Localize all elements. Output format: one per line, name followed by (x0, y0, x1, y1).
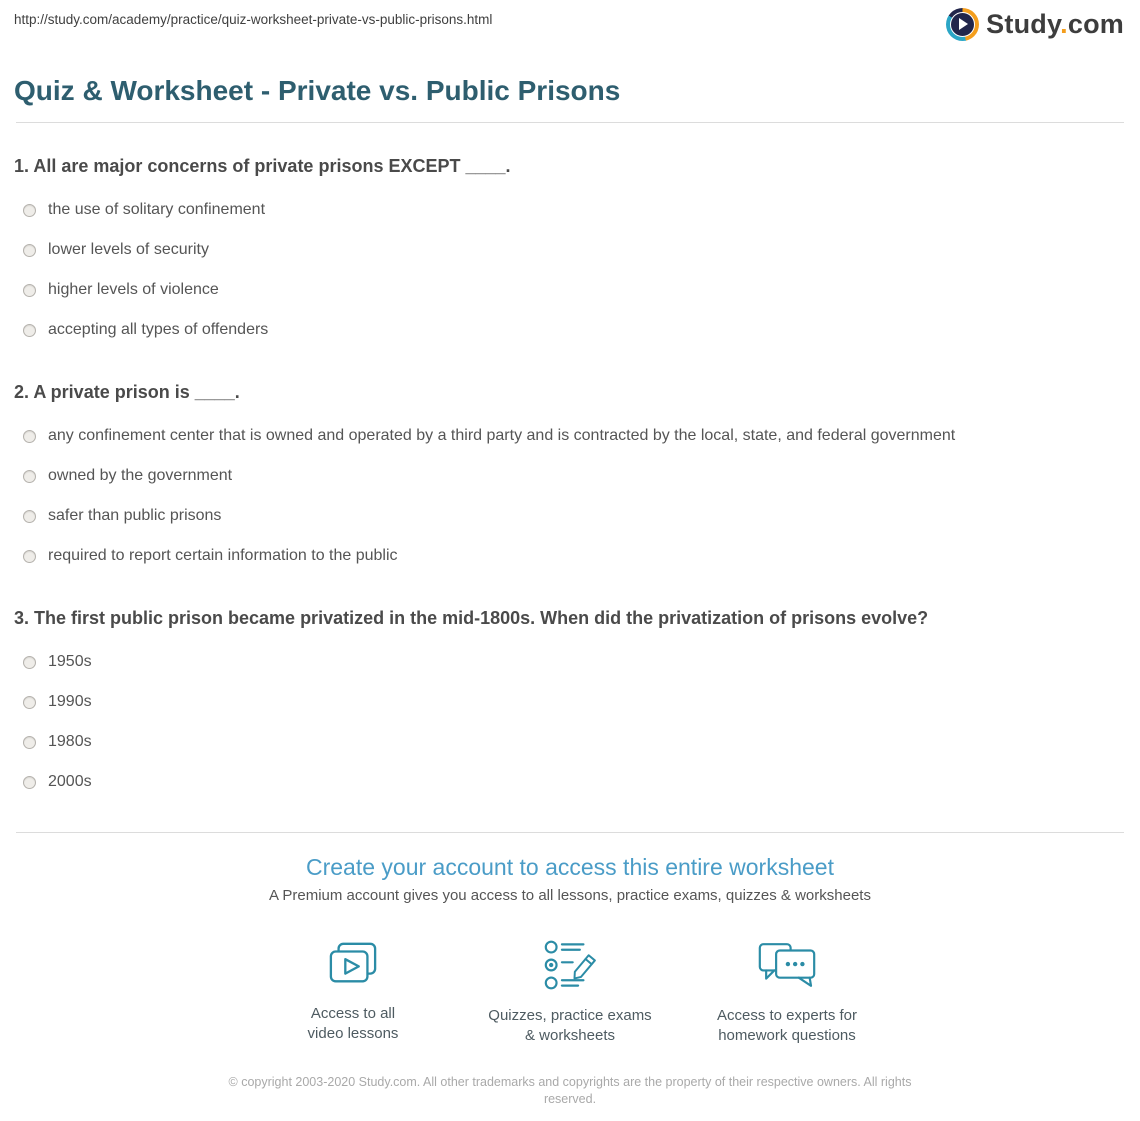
answer-option[interactable] (14, 773, 1126, 791)
answer-option-label: any confinement center that is owned and operated by a third party and is contracted by the local, state, and federal government (48, 427, 956, 444)
quiz-pencil-icon (544, 940, 596, 990)
answer-option[interactable] (14, 653, 1126, 671)
feature-label-line1: Access to all (310, 1005, 396, 1022)
copyright-notice: © copyright 2003-2020 Study.com. All other trademarks and copyrights are the property of their respective owners. All rights reserved. (228, 1075, 912, 1106)
answer-option[interactable] (14, 427, 1126, 445)
radio-button[interactable] (23, 776, 36, 789)
page-title: Quiz & Worksheet - Private vs. Public Prisons (14, 75, 621, 106)
answer-option-label: lower levels of security (48, 241, 209, 258)
feature-quizzes-worksheets (462, 940, 679, 1046)
answer-option-label: owned by the government (48, 467, 233, 484)
answer-option-label: safer than public prisons (48, 507, 222, 524)
radio-button[interactable] (23, 736, 36, 749)
answer-option[interactable] (14, 693, 1126, 711)
radio-button[interactable] (23, 430, 36, 443)
answer-option-label: the use of solitary confinement (48, 201, 266, 218)
studycom-play-icon (946, 8, 979, 41)
logo-dot: . (1060, 9, 1068, 39)
question-2-title: 2. A private prison is ____. (14, 382, 240, 402)
video-lessons-icon (328, 940, 378, 988)
feature-label (679, 1006, 896, 1046)
answer-option[interactable] (14, 281, 1126, 299)
answer-option-label: 1980s (48, 733, 92, 750)
answer-option[interactable] (14, 321, 1126, 339)
chat-experts-icon (758, 940, 816, 990)
feature-video-lessons (245, 940, 462, 1046)
answer-option-label: 1950s (48, 653, 92, 670)
studycom-logo-text (986, 9, 1124, 40)
radio-button[interactable] (23, 470, 36, 483)
section-divider (16, 832, 1124, 833)
answer-option-label: accepting all types of offenders (48, 321, 269, 338)
answer-option-label: 2000s (48, 773, 92, 790)
answer-option-label: higher levels of violence (48, 281, 219, 298)
feature-expert-help (679, 940, 896, 1046)
answer-option[interactable] (14, 467, 1126, 485)
radio-button[interactable] (23, 204, 36, 217)
title-divider (16, 122, 1124, 123)
cta-headline[interactable]: Create your account to access this entire worksheet (306, 854, 834, 880)
page-header (0, 0, 1140, 56)
page-url: http://study.com/academy/practice/quiz-worksheet-private-vs-public-prisons.html (14, 12, 493, 27)
logo-com: com (1067, 9, 1124, 39)
features-row (0, 940, 1140, 1046)
answer-option[interactable] (14, 201, 1126, 219)
feature-label-line2: & worksheets (524, 1027, 616, 1044)
studycom-logo[interactable] (946, 8, 1124, 41)
feature-label (245, 1004, 462, 1044)
feature-label-line2: video lessons (307, 1025, 399, 1042)
feature-label-line1: Quizzes, practice exams (488, 1007, 652, 1024)
answer-option[interactable] (14, 733, 1126, 751)
answer-option-label: 1990s (48, 693, 92, 710)
answer-option[interactable] (14, 547, 1126, 565)
question-block-3 (14, 608, 1126, 791)
answer-option-label: required to report certain information to the public (48, 547, 398, 564)
cta-subline: A Premium account gives you access to all lessons, practice exams, quizzes & worksheets (269, 887, 871, 904)
play-triangle-icon (959, 18, 968, 30)
feature-label-line2: homework questions (718, 1027, 856, 1044)
answer-option[interactable] (14, 241, 1126, 259)
radio-button[interactable] (23, 324, 36, 337)
radio-button[interactable] (23, 696, 36, 709)
radio-button[interactable] (23, 510, 36, 523)
question-3-title: 3. The first public prison became privatized in the mid-1800s. When did the privatization of prisons evolve? (14, 608, 929, 628)
logo-study: Study (986, 9, 1061, 39)
question-1-title: 1. All are major concerns of private prisons EXCEPT ____. (14, 156, 511, 176)
feature-label (462, 1006, 679, 1046)
radio-button[interactable] (23, 656, 36, 669)
feature-label-line1: Access to experts for (716, 1007, 858, 1024)
radio-button[interactable] (23, 550, 36, 563)
question-block-2 (14, 382, 1126, 565)
answer-option[interactable] (14, 507, 1126, 525)
radio-button[interactable] (23, 244, 36, 257)
radio-button[interactable] (23, 284, 36, 297)
question-block-1 (14, 156, 1126, 339)
